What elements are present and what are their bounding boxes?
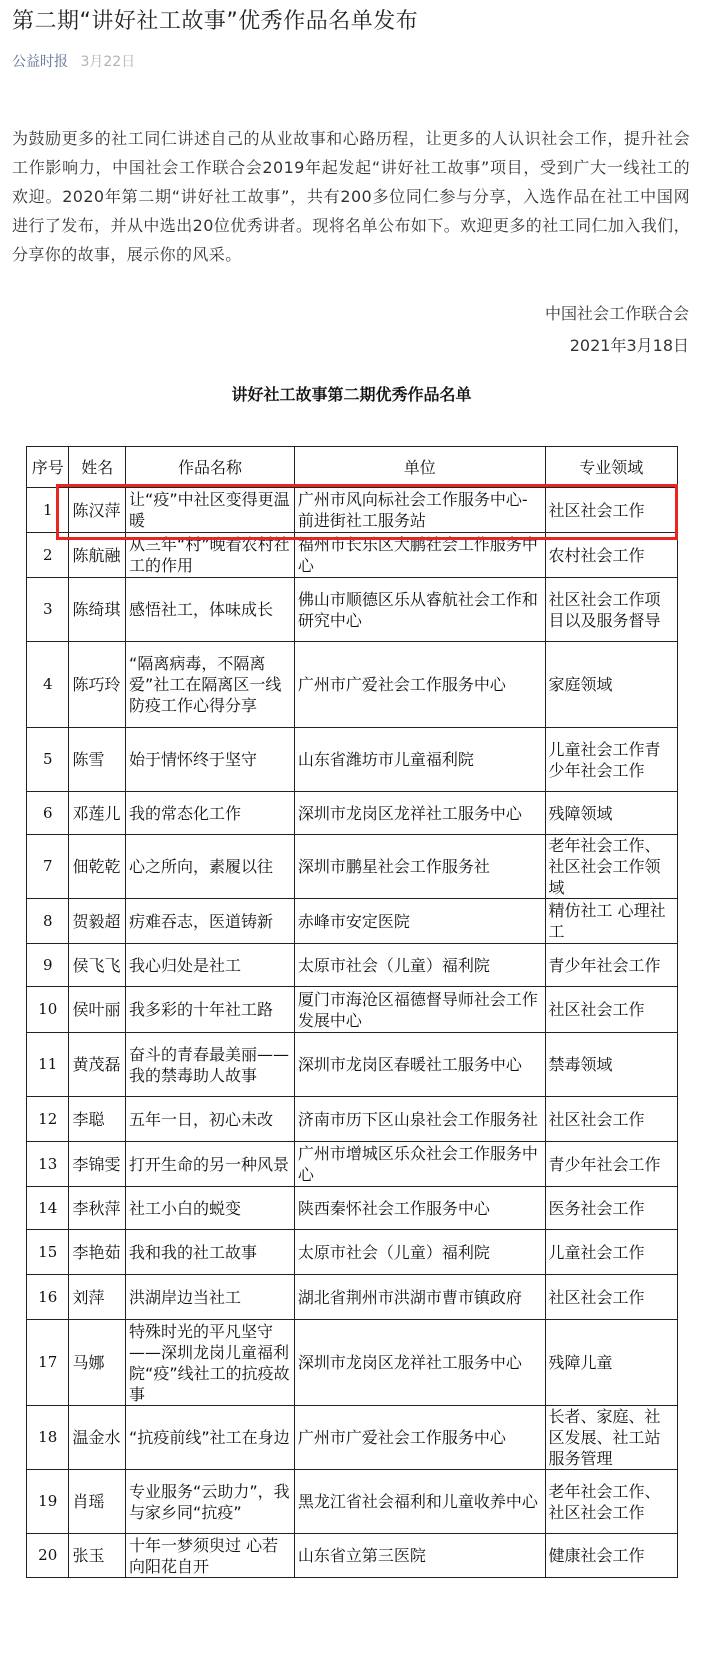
table-row bbox=[27, 1470, 678, 1534]
row-field: 社区社会工作 bbox=[545, 1275, 677, 1320]
row-work-title: 我和我的社工故事 bbox=[126, 1230, 295, 1275]
row-name: 李艳茹 bbox=[69, 1230, 126, 1275]
row-organization: 深圳市鹏星社会工作服务社 bbox=[294, 835, 545, 899]
table-row bbox=[27, 1275, 678, 1320]
table-row bbox=[27, 899, 678, 944]
table-row bbox=[27, 488, 678, 533]
row-number: 8 bbox=[27, 899, 69, 944]
row-organization: 福州市长乐区大鹏社会工作服务中心 bbox=[294, 533, 545, 578]
row-number: 5 bbox=[27, 728, 69, 792]
row-work-title: 让“疫”中社区变得更温暖 bbox=[126, 488, 295, 533]
row-number: 13 bbox=[27, 1142, 69, 1187]
table-row bbox=[27, 987, 678, 1033]
row-work-title: 特殊时光的平凡坚守——深圳龙岗儿童福利院“疫”线社工的抗疫故事 bbox=[126, 1320, 295, 1406]
table-row bbox=[27, 578, 678, 642]
table-row bbox=[27, 792, 678, 835]
row-work-title: 从三年“村”晚看农村社工的作用 bbox=[126, 533, 295, 578]
row-field: 健康社会工作 bbox=[545, 1534, 677, 1578]
row-name: 陈绮琪 bbox=[69, 578, 126, 642]
table-row bbox=[27, 1320, 678, 1406]
row-number: 19 bbox=[27, 1470, 69, 1534]
row-field: 儿童社会工作青少年社会工作 bbox=[545, 728, 677, 792]
row-organization: 济南市历下区山泉社会工作服务社 bbox=[294, 1097, 545, 1142]
table-row bbox=[27, 642, 678, 728]
table-row bbox=[27, 1187, 678, 1230]
article-paragraph: 为鼓励更多的社工同仁讲述自己的从业故事和心路历程，让更多的人认识社会工作，提升社会工作影响力，中国社会工作联合会2019年起发起“讲好社工故事”项目，受到广大一线社工的欢迎。2020年第二期“讲好社工故事”，共有200多位同仁参与分享，入选作品在社工中国网进行了发布，并从中选出20位优秀讲者。现将名单公布如下。欢迎更多的社工同仁加入我们，分享你的故事，展示你的风采。 bbox=[12, 129, 690, 264]
row-field: 农村社会工作 bbox=[545, 533, 677, 578]
row-work-title: 专业服务“云助力”，我与家乡同“抗疫” bbox=[126, 1470, 295, 1534]
table-row bbox=[27, 1033, 678, 1097]
row-field: 青少年社会工作 bbox=[545, 944, 677, 987]
row-field: 残障儿童 bbox=[545, 1320, 677, 1406]
row-organization: 厦门市海沧区福德督导师社会工作发展中心 bbox=[294, 987, 545, 1033]
row-organization: 陕西秦怀社会工作服务中心 bbox=[294, 1187, 545, 1230]
table-row bbox=[27, 1142, 678, 1187]
row-number: 6 bbox=[27, 792, 69, 835]
row-number: 12 bbox=[27, 1097, 69, 1142]
row-field: 残障领域 bbox=[545, 792, 677, 835]
row-number: 10 bbox=[27, 987, 69, 1033]
row-field: 长者、家庭、社区发展、社工站服务管理 bbox=[545, 1406, 677, 1470]
row-field: 社区社会工作 bbox=[545, 1097, 677, 1142]
list-title: 讲好社工故事第二期优秀作品名单 bbox=[231, 385, 472, 404]
header-work: 作品名称 bbox=[126, 447, 295, 488]
row-name: 黄茂磊 bbox=[69, 1033, 126, 1097]
row-field: 医务社会工作 bbox=[545, 1187, 677, 1230]
row-name: 李聪 bbox=[69, 1097, 126, 1142]
table-row bbox=[27, 835, 678, 899]
row-field: 社区社会工作 bbox=[545, 987, 677, 1033]
row-name: 陈汉萍 bbox=[69, 488, 126, 533]
row-work-title: “隔离病毒，不隔离爱”社工在隔离区一线防疫工作心得分享 bbox=[126, 642, 295, 728]
row-work-title: 始于情怀终于坚守 bbox=[126, 728, 295, 792]
row-work-title: 我的常态化工作 bbox=[126, 792, 295, 835]
table-row bbox=[27, 728, 678, 792]
row-number: 20 bbox=[27, 1534, 69, 1578]
publish-date: 3月22日 bbox=[80, 54, 136, 70]
table-row bbox=[27, 1230, 678, 1275]
row-name: 肖瑶 bbox=[69, 1470, 126, 1534]
table-row bbox=[27, 1406, 678, 1470]
row-name: 刘萍 bbox=[69, 1275, 126, 1320]
row-work-title: 社工小白的蜕变 bbox=[126, 1187, 295, 1230]
row-work-title: 十年一梦须臾过 心若向阳花自开 bbox=[126, 1534, 295, 1578]
table-row bbox=[27, 1097, 678, 1142]
row-number: 11 bbox=[27, 1033, 69, 1097]
row-work-title: 洪湖岸边当社工 bbox=[126, 1275, 295, 1320]
row-organization: 山东省立第三医院 bbox=[294, 1534, 545, 1578]
table-row bbox=[27, 533, 678, 578]
row-number: 3 bbox=[27, 578, 69, 642]
header-no: 序号 bbox=[27, 447, 69, 488]
row-organization: 太原市社会（儿童）福利院 bbox=[294, 944, 545, 987]
awards-table bbox=[26, 446, 678, 1578]
row-organization: 黑龙江省社会福利和儿童收养中心 bbox=[294, 1470, 545, 1534]
row-field: 老年社会工作、社区社会工作领域 bbox=[545, 835, 677, 899]
row-work-title: “抗疫前线”社工在身边 bbox=[126, 1406, 295, 1470]
row-name: 侯飞飞 bbox=[69, 944, 126, 987]
row-number: 7 bbox=[27, 835, 69, 899]
row-field: 老年社会工作、社区社会工作 bbox=[545, 1470, 677, 1534]
row-field: 家庭领域 bbox=[545, 642, 677, 728]
row-name: 马娜 bbox=[69, 1320, 126, 1406]
table-row bbox=[27, 1534, 678, 1578]
row-organization: 赤峰市安定医院 bbox=[294, 899, 545, 944]
row-number: 17 bbox=[27, 1320, 69, 1406]
row-number: 14 bbox=[27, 1187, 69, 1230]
row-organization: 太原市社会（儿童）福利院 bbox=[294, 1230, 545, 1275]
row-organization: 湖北省荆州市洪湖市曹市镇政府 bbox=[294, 1275, 545, 1320]
row-organization: 广州市风向标社会工作服务中心-前进街社工服务站 bbox=[294, 488, 545, 533]
row-work-title: 我心归处是社工 bbox=[126, 944, 295, 987]
row-number: 15 bbox=[27, 1230, 69, 1275]
row-field: 青少年社会工作 bbox=[545, 1142, 677, 1187]
row-name: 李锦雯 bbox=[69, 1142, 126, 1187]
row-work-title: 我多彩的十年社工路 bbox=[126, 987, 295, 1033]
row-organization: 广州市广爱社会工作服务中心 bbox=[294, 1406, 545, 1470]
article-meta bbox=[12, 52, 135, 72]
signature-org: 中国社会工作联合会 bbox=[544, 304, 689, 323]
signature-date: 2021年3月18日 bbox=[569, 336, 689, 355]
row-number: 18 bbox=[27, 1406, 69, 1470]
row-work-title: 五年一日，初心未改 bbox=[126, 1097, 295, 1142]
row-number: 2 bbox=[27, 533, 69, 578]
row-number: 1 bbox=[27, 488, 69, 533]
row-name: 侯叶丽 bbox=[69, 987, 126, 1033]
row-work-title: 奋斗的青春最美丽——我的禁毒助人故事 bbox=[126, 1033, 295, 1097]
row-name: 张玉 bbox=[69, 1534, 126, 1578]
row-field: 精仿社工 心理社工 bbox=[545, 899, 677, 944]
row-number: 9 bbox=[27, 944, 69, 987]
row-name: 陈航融 bbox=[69, 533, 126, 578]
header-name: 姓名 bbox=[69, 447, 126, 488]
row-name: 温金水 bbox=[69, 1406, 126, 1470]
row-name: 陈雪 bbox=[69, 728, 126, 792]
row-organization: 深圳市龙岗区春暖社工服务中心 bbox=[294, 1033, 545, 1097]
row-field: 社区社会工作 bbox=[545, 488, 677, 533]
row-organization: 佛山市顺德区乐从睿航社会工作和研究中心 bbox=[294, 578, 545, 642]
row-work-title: 疠难吞志，医道铸新 bbox=[126, 899, 295, 944]
row-organization: 深圳市龙岗区龙祥社工服务中心 bbox=[294, 1320, 545, 1406]
row-name: 邓莲儿 bbox=[69, 792, 126, 835]
row-name: 佃乾乾 bbox=[69, 835, 126, 899]
row-field: 儿童社会工作 bbox=[545, 1230, 677, 1275]
row-number: 4 bbox=[27, 642, 69, 728]
signature-block bbox=[545, 298, 689, 362]
article-title: 第二期“讲好社工故事”优秀作品名单发布 bbox=[12, 9, 419, 34]
row-field: 社区社会工作项目以及服务督导 bbox=[545, 578, 677, 642]
row-name: 李秋萍 bbox=[69, 1187, 126, 1230]
row-organization: 广州市增城区乐众社会工作服务中心 bbox=[294, 1142, 545, 1187]
table-header-row bbox=[27, 447, 678, 488]
row-work-title: 打开生命的另一种风景 bbox=[126, 1142, 295, 1187]
row-name: 陈巧玲 bbox=[69, 642, 126, 728]
row-organization: 山东省潍坊市儿童福利院 bbox=[294, 728, 545, 792]
row-field: 禁毒领域 bbox=[545, 1033, 677, 1097]
row-organization: 深圳市龙岗区龙祥社工服务中心 bbox=[294, 792, 545, 835]
header-field: 专业领域 bbox=[545, 447, 677, 488]
table-row bbox=[27, 944, 678, 987]
row-name: 贺毅超 bbox=[69, 899, 126, 944]
row-organization: 广州市广爱社会工作服务中心 bbox=[294, 642, 545, 728]
row-number: 16 bbox=[27, 1275, 69, 1320]
row-work-title: 心之所向，素履以往 bbox=[126, 835, 295, 899]
row-work-title: 感悟社工，体味成长 bbox=[126, 578, 295, 642]
source-link[interactable]: 公益时报 bbox=[12, 54, 68, 70]
table-body bbox=[27, 488, 678, 1578]
header-unit: 单位 bbox=[294, 447, 545, 488]
